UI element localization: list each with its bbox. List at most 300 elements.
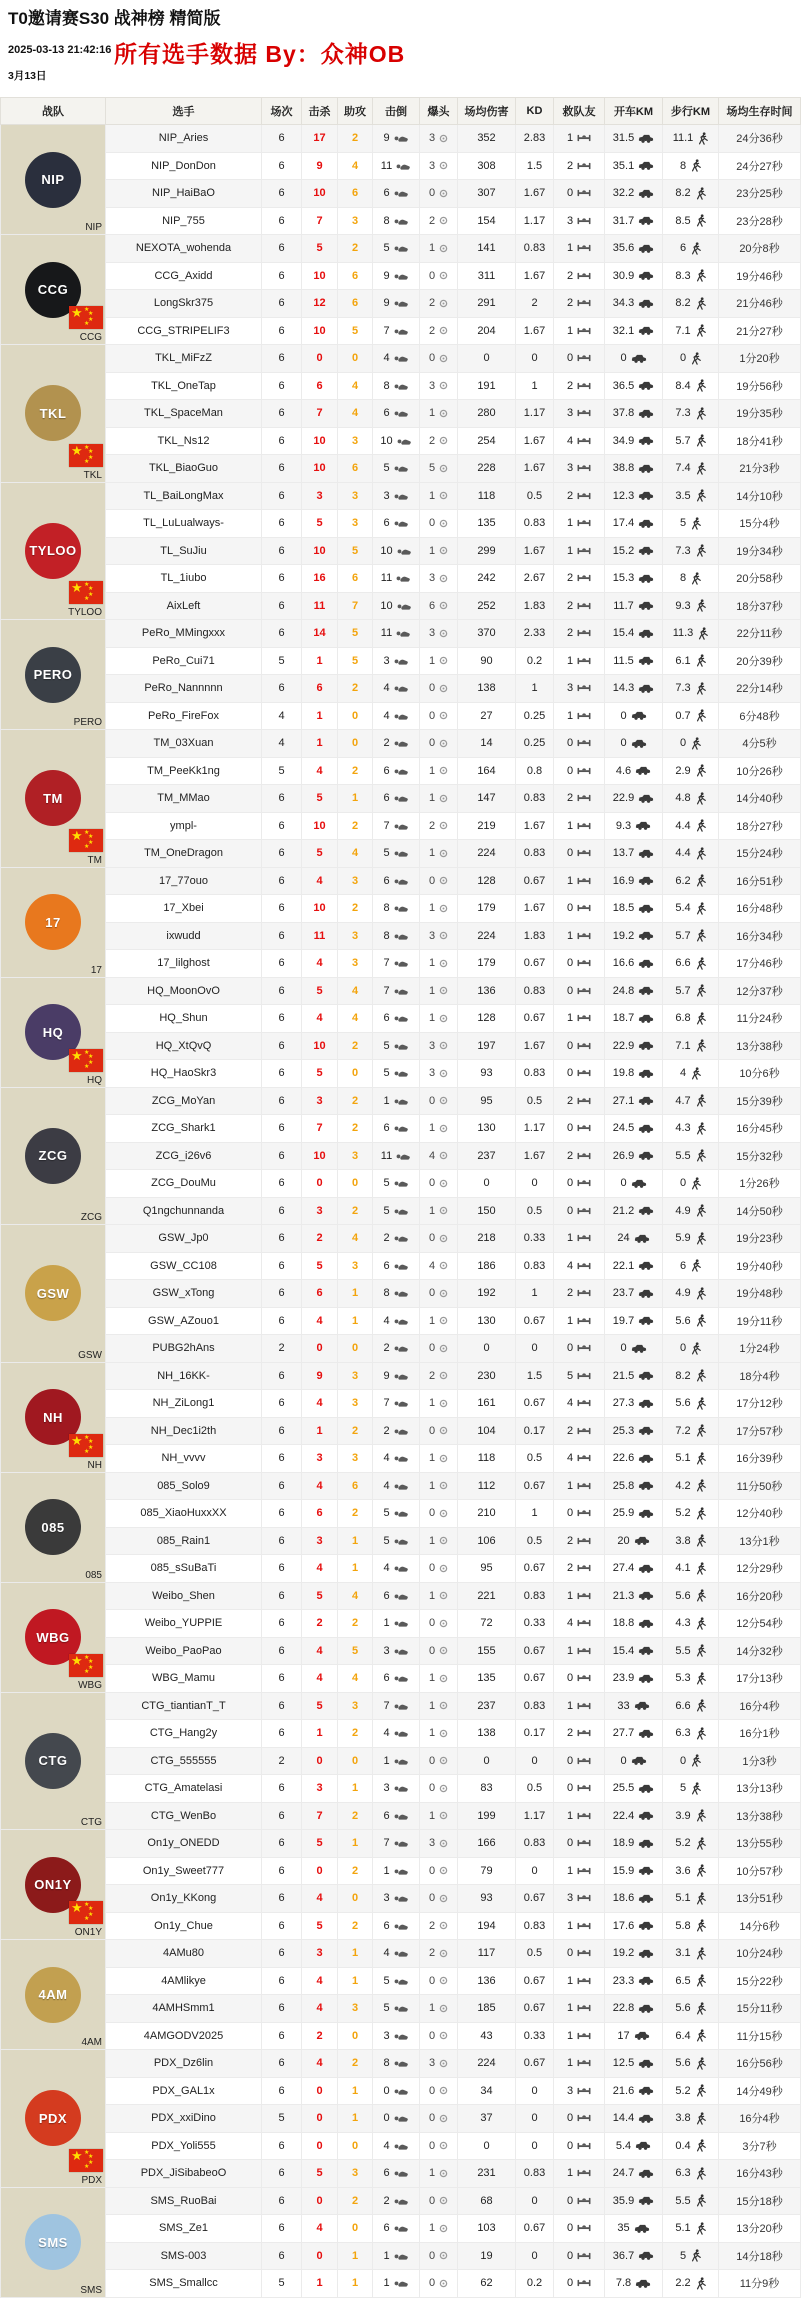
cell-walk-km xyxy=(663,1115,719,1143)
cell-assists xyxy=(338,1775,373,1803)
drive-km: 15.4 xyxy=(612,1644,635,1657)
player-row xyxy=(1,1362,801,1390)
stretcher-icon xyxy=(577,1866,591,1876)
cell-assists xyxy=(338,1115,373,1143)
team-cell-sms xyxy=(1,2187,106,2297)
cell-knockdowns xyxy=(373,1857,420,1885)
headshots: 5 xyxy=(428,462,436,475)
matches: 5 xyxy=(278,2112,285,2125)
cell-kills xyxy=(302,1307,338,1335)
cell-walk-km xyxy=(663,400,719,428)
cell-assists xyxy=(338,730,373,758)
cell-assists xyxy=(338,1500,373,1528)
stretcher-icon xyxy=(577,161,591,171)
headshots: 1 xyxy=(428,489,436,502)
matches: 6 xyxy=(278,324,285,337)
cell-kd xyxy=(516,2105,554,2133)
cell-assists xyxy=(338,1197,373,1225)
cell-matches xyxy=(262,2077,302,2105)
knocked-player-icon xyxy=(394,1481,409,1491)
cell-drive-km xyxy=(605,262,663,290)
cell-headshots xyxy=(420,482,458,510)
rescues: 1 xyxy=(566,1699,574,1712)
cell-kills xyxy=(302,647,338,675)
cell-walk-km xyxy=(663,922,719,950)
cell-matches xyxy=(262,1335,302,1363)
knockdowns: 0 xyxy=(383,2084,390,2097)
matches: 6 xyxy=(278,1617,285,1630)
cell-player-name xyxy=(106,510,262,538)
knockdowns: 5 xyxy=(383,462,390,475)
cell-assists xyxy=(338,2050,373,2078)
cell-knockdowns xyxy=(373,1445,420,1473)
drive-km: 23.3 xyxy=(612,1974,635,1987)
assists: 2 xyxy=(351,819,359,832)
cell-headshots xyxy=(420,207,458,235)
stretcher-icon xyxy=(577,986,591,996)
cell-survival-time xyxy=(719,1335,801,1363)
cell-knockdowns xyxy=(373,427,420,455)
cell-walk-km xyxy=(663,950,719,978)
kills: 10 xyxy=(313,324,326,337)
team-name-label: TYLOO xyxy=(68,607,102,618)
cell-survival-time xyxy=(719,1472,801,1500)
survival-time: 16分45秒 xyxy=(736,1123,783,1136)
knocked-player-icon xyxy=(397,601,412,611)
player-name: WBG_Mamu xyxy=(152,1672,215,1685)
cell-rescues xyxy=(554,592,605,620)
walk-km: 3.6 xyxy=(675,1864,691,1877)
player-row xyxy=(1,1995,801,2023)
cell-drive-km xyxy=(605,675,663,703)
cell-kd xyxy=(516,1472,554,1500)
knockdowns: 4 xyxy=(383,1452,390,1465)
cell-matches xyxy=(262,125,302,153)
cell-kd xyxy=(516,1582,554,1610)
player-name: CTG_555555 xyxy=(150,1754,217,1767)
runner-icon xyxy=(695,599,706,612)
stretcher-icon xyxy=(577,931,591,941)
cell-avg-damage xyxy=(458,2050,516,2078)
avg-damage: 95 xyxy=(480,1562,493,1575)
cell-drive-km xyxy=(605,565,663,593)
headshots: 0 xyxy=(428,1424,436,1437)
team-logo xyxy=(25,894,81,950)
walk-km: 8 xyxy=(679,159,687,172)
cell-kd xyxy=(516,592,554,620)
survival-time: 19分40秒 xyxy=(736,1260,783,1273)
headshots: 4 xyxy=(428,1259,436,1272)
cell-assists xyxy=(338,1885,373,1913)
rescues: 1 xyxy=(566,1864,574,1877)
stretcher-icon xyxy=(577,353,591,363)
kills: 4 xyxy=(316,874,323,887)
cell-avg-damage xyxy=(458,235,516,263)
cell-kd xyxy=(516,482,554,510)
rescues: 0 xyxy=(566,1782,574,1795)
cell-kills xyxy=(302,1335,338,1363)
matches: 6 xyxy=(278,1892,285,1905)
kd: 1 xyxy=(531,1287,538,1300)
knocked-player-icon xyxy=(394,1756,409,1766)
headshots: 1 xyxy=(428,1479,436,1492)
matches: 6 xyxy=(278,544,285,557)
cell-drive-km xyxy=(605,1555,663,1583)
car-icon xyxy=(634,2030,650,2041)
walk-km: 6.5 xyxy=(675,1974,691,1987)
cell-player-name xyxy=(106,950,262,978)
car-icon xyxy=(638,2250,654,2261)
player-name: NH_ZiLong1 xyxy=(152,1397,215,1410)
matches: 6 xyxy=(278,1177,285,1190)
cell-matches xyxy=(262,812,302,840)
matches: 6 xyxy=(278,352,285,365)
kd: 1.17 xyxy=(523,1809,546,1822)
team-name-label: ZCG xyxy=(80,1212,102,1223)
cell-drive-km xyxy=(605,647,663,675)
stretcher-icon xyxy=(577,1481,591,1491)
cell-walk-km xyxy=(663,812,719,840)
cell-headshots xyxy=(420,1802,458,1830)
cell-rescues xyxy=(554,785,605,813)
assists: 2 xyxy=(351,1727,359,1740)
cell-rescues xyxy=(554,1060,605,1088)
matches: 6 xyxy=(278,2167,285,2180)
cell-assists xyxy=(338,922,373,950)
car-icon xyxy=(638,903,654,914)
knocked-player-icon xyxy=(394,1343,409,1353)
assists: 2 xyxy=(351,1122,359,1135)
kd: 0.83 xyxy=(523,1919,546,1932)
cell-drive-km xyxy=(605,620,663,648)
kills: 7 xyxy=(316,1809,323,1822)
assists: 3 xyxy=(351,2167,359,2180)
assists: 3 xyxy=(351,1699,359,1712)
matches: 6 xyxy=(278,1204,285,1217)
player-row xyxy=(1,1692,801,1720)
cell-drive-km xyxy=(605,785,663,813)
survival-time: 11分50秒 xyxy=(736,1480,783,1493)
cell-kd xyxy=(516,675,554,703)
team-cell-tm xyxy=(1,730,106,868)
rescues: 1 xyxy=(566,2057,574,2070)
car-icon xyxy=(638,1618,654,1629)
cell-assists xyxy=(338,1417,373,1445)
runner-icon xyxy=(695,2194,706,2207)
runner-icon xyxy=(695,1122,706,1135)
avg-damage: 0 xyxy=(483,1342,490,1355)
kd: 0.67 xyxy=(523,1562,546,1575)
survival-time: 20分58秒 xyxy=(736,573,783,586)
walk-km: 3.8 xyxy=(675,2112,691,2125)
rescues: 0 xyxy=(566,984,574,997)
rescues: 4 xyxy=(566,1617,574,1630)
car-icon xyxy=(638,600,654,611)
kd: 0.2 xyxy=(526,654,543,667)
kills: 4 xyxy=(316,1892,323,1905)
knocked-player-icon xyxy=(394,1701,409,1711)
car-icon xyxy=(638,1645,654,1656)
player-name: Weibo_YUPPIE xyxy=(144,1617,223,1630)
matches: 6 xyxy=(278,132,285,145)
cell-knockdowns xyxy=(373,1472,420,1500)
kd: 0 xyxy=(531,1754,538,1767)
col-survival-time: 场均生存时间 xyxy=(719,98,801,125)
cell-kd xyxy=(516,977,554,1005)
cell-kills xyxy=(302,785,338,813)
car-icon xyxy=(631,1755,647,1766)
cell-headshots xyxy=(420,977,458,1005)
cell-knockdowns xyxy=(373,1940,420,1968)
cell-walk-km xyxy=(663,207,719,235)
knocked-player-icon xyxy=(394,1646,409,1656)
car-icon xyxy=(638,490,654,501)
knocked-player-icon xyxy=(394,986,409,996)
knockdowns: 4 xyxy=(383,1562,390,1575)
knocked-player-icon xyxy=(394,1783,409,1793)
cell-avg-damage xyxy=(458,1362,516,1390)
cell-player-name xyxy=(106,1637,262,1665)
knockdowns: 1 xyxy=(383,1754,390,1767)
avg-damage: 197 xyxy=(477,1039,496,1052)
survival-time: 14分32秒 xyxy=(736,1645,783,1658)
drive-km: 4.6 xyxy=(615,764,632,777)
knocked-player-icon xyxy=(394,876,409,886)
kills: 3 xyxy=(316,1947,323,1960)
cell-kd xyxy=(516,1417,554,1445)
cell-knockdowns xyxy=(373,290,420,318)
team-logo-text: GSW xyxy=(36,1285,70,1301)
cell-assists xyxy=(338,977,373,1005)
cell-rescues xyxy=(554,455,605,483)
knockdowns: 7 xyxy=(383,957,390,970)
cell-knockdowns xyxy=(373,317,420,345)
helmet-icon xyxy=(439,711,448,720)
rescues: 0 xyxy=(566,847,574,860)
assists: 1 xyxy=(351,1974,359,1987)
cell-kills xyxy=(302,1252,338,1280)
cell-matches xyxy=(262,180,302,208)
cell-headshots xyxy=(420,1060,458,1088)
headshots: 2 xyxy=(428,819,436,832)
cell-kills xyxy=(302,1692,338,1720)
cell-drive-km xyxy=(605,510,663,538)
stretcher-icon xyxy=(577,711,591,721)
cell-headshots xyxy=(420,730,458,758)
cell-matches xyxy=(262,1747,302,1775)
stretcher-icon xyxy=(577,1536,591,1546)
cell-knockdowns xyxy=(373,675,420,703)
cell-player-name xyxy=(106,1940,262,1968)
cell-knockdowns xyxy=(373,1225,420,1253)
cell-knockdowns xyxy=(373,1197,420,1225)
cell-assists xyxy=(338,1472,373,1500)
knockdowns: 0 xyxy=(383,2112,390,2125)
stretcher-icon xyxy=(577,1893,591,1903)
cell-avg-damage xyxy=(458,427,516,455)
helmet-icon xyxy=(439,629,448,638)
cell-knockdowns xyxy=(373,565,420,593)
cell-kd xyxy=(516,317,554,345)
cell-matches xyxy=(262,785,302,813)
cell-player-name xyxy=(106,1582,262,1610)
matches: 6 xyxy=(278,2057,285,2070)
knockdowns: 11 xyxy=(380,627,393,640)
avg-damage: 224 xyxy=(477,929,496,942)
headshots: 1 xyxy=(428,1012,436,1025)
cell-headshots xyxy=(420,895,458,923)
cell-matches xyxy=(262,620,302,648)
car-icon xyxy=(635,820,651,831)
cell-walk-km xyxy=(663,1885,719,1913)
survival-time: 16分43秒 xyxy=(736,2168,783,2181)
stretcher-icon xyxy=(577,2113,591,2123)
player-name: 17_lilghost xyxy=(157,957,210,970)
car-icon xyxy=(638,545,654,556)
cell-walk-km xyxy=(663,2215,719,2243)
avg-damage: 118 xyxy=(477,489,496,502)
kills: 1 xyxy=(316,1727,323,1740)
walk-km: 4.3 xyxy=(675,1122,691,1135)
cell-kd xyxy=(516,125,554,153)
kills: 12 xyxy=(313,297,326,310)
cell-assists xyxy=(338,1830,373,1858)
player-name: PDX_JiSibabeoO xyxy=(140,2167,227,2180)
cell-headshots xyxy=(420,647,458,675)
cell-matches xyxy=(262,1995,302,2023)
headshots: 1 xyxy=(428,1204,436,1217)
player-row xyxy=(1,262,801,290)
team-name-label: ON1Y xyxy=(74,1927,102,1938)
walk-km: 4.4 xyxy=(675,819,691,832)
survival-time: 13分38秒 xyxy=(736,1040,783,1053)
matches: 6 xyxy=(278,1314,285,1327)
drive-km: 25.9 xyxy=(612,1507,635,1520)
cell-player-name xyxy=(106,1885,262,1913)
assists: 3 xyxy=(351,434,359,447)
knockdowns: 8 xyxy=(383,2057,390,2070)
helmet-icon xyxy=(439,216,448,225)
cell-matches xyxy=(262,1390,302,1418)
drive-km: 0 xyxy=(620,352,627,365)
knocked-player-icon xyxy=(394,353,409,363)
headshots: 3 xyxy=(428,1067,436,1080)
cell-matches xyxy=(262,730,302,758)
stretcher-icon xyxy=(577,656,591,666)
drive-km: 18.5 xyxy=(612,902,635,915)
helmet-icon xyxy=(439,1234,448,1243)
cell-assists xyxy=(338,290,373,318)
cell-assists xyxy=(338,1390,373,1418)
cell-kd xyxy=(516,1225,554,1253)
cell-drive-km xyxy=(605,1362,663,1390)
cell-kd xyxy=(516,510,554,538)
helmet-icon xyxy=(439,1151,448,1160)
cell-kd xyxy=(516,1087,554,1115)
cell-kills xyxy=(302,537,338,565)
walk-km: 5.5 xyxy=(675,1644,691,1657)
matches: 6 xyxy=(278,1947,285,1960)
player-row xyxy=(1,317,801,345)
cell-walk-km xyxy=(663,1500,719,1528)
team-name-label: HQ xyxy=(87,1074,102,1086)
cell-player-name xyxy=(106,702,262,730)
player-row xyxy=(1,1417,801,1445)
cell-survival-time xyxy=(719,895,801,923)
survival-time: 13分13秒 xyxy=(736,1783,783,1796)
kills: 5 xyxy=(316,517,323,530)
knocked-player-icon xyxy=(394,1591,409,1601)
drive-km: 35 xyxy=(617,2222,630,2235)
cell-headshots xyxy=(420,2022,458,2050)
drive-km: 38.8 xyxy=(612,462,635,475)
helmet-icon xyxy=(439,1289,448,1298)
stretcher-icon xyxy=(577,243,591,253)
cell-kd xyxy=(516,2270,554,2298)
cell-rescues xyxy=(554,235,605,263)
player-name: On1y_Sweet777 xyxy=(142,1864,225,1877)
cell-kills xyxy=(302,1087,338,1115)
cell-matches xyxy=(262,1527,302,1555)
cell-survival-time xyxy=(719,702,801,730)
walk-km: 2.9 xyxy=(675,764,691,777)
avg-damage: 179 xyxy=(477,957,496,970)
cell-player-name xyxy=(106,1857,262,1885)
cell-player-name xyxy=(106,1720,262,1748)
car-icon xyxy=(638,2003,654,2014)
knocked-player-icon xyxy=(397,546,412,556)
cell-knockdowns xyxy=(373,1527,420,1555)
cell-assists xyxy=(338,1142,373,1170)
stretcher-icon xyxy=(577,821,591,831)
runner-icon xyxy=(695,214,706,227)
cell-rescues xyxy=(554,2270,605,2298)
assists: 1 xyxy=(351,2277,359,2290)
cell-survival-time xyxy=(719,2132,801,2160)
cell-kd xyxy=(516,1775,554,1803)
kd: 0.2 xyxy=(526,2277,543,2290)
cell-matches xyxy=(262,2215,302,2243)
knockdowns: 6 xyxy=(383,1589,390,1602)
knockdowns: 10 xyxy=(380,544,393,557)
drive-km: 19.2 xyxy=(612,929,635,942)
walk-km: 4.2 xyxy=(675,1479,691,1492)
cell-kills xyxy=(302,152,338,180)
cell-headshots xyxy=(420,565,458,593)
player-name: TM_03Xuan xyxy=(153,737,214,750)
helmet-icon xyxy=(439,134,448,143)
drive-km: 21.5 xyxy=(612,1369,635,1382)
rescues: 4 xyxy=(566,1397,574,1410)
matches: 6 xyxy=(278,1039,285,1052)
stretcher-icon xyxy=(577,683,591,693)
cell-walk-km xyxy=(663,1967,719,1995)
knockdowns: 7 xyxy=(383,819,390,832)
cell-assists xyxy=(338,812,373,840)
assists: 0 xyxy=(351,2139,359,2152)
cell-survival-time xyxy=(719,565,801,593)
cell-player-name xyxy=(106,1692,262,1720)
runner-icon xyxy=(695,1974,706,1987)
knockdowns: 4 xyxy=(383,352,390,365)
cell-rescues xyxy=(554,2242,605,2270)
cell-knockdowns xyxy=(373,2270,420,2298)
rescues: 0 xyxy=(566,1672,574,1685)
cell-matches xyxy=(262,1940,302,1968)
cell-assists xyxy=(338,1005,373,1033)
walk-km: 4.3 xyxy=(675,1617,691,1630)
kills: 3 xyxy=(316,1204,323,1217)
